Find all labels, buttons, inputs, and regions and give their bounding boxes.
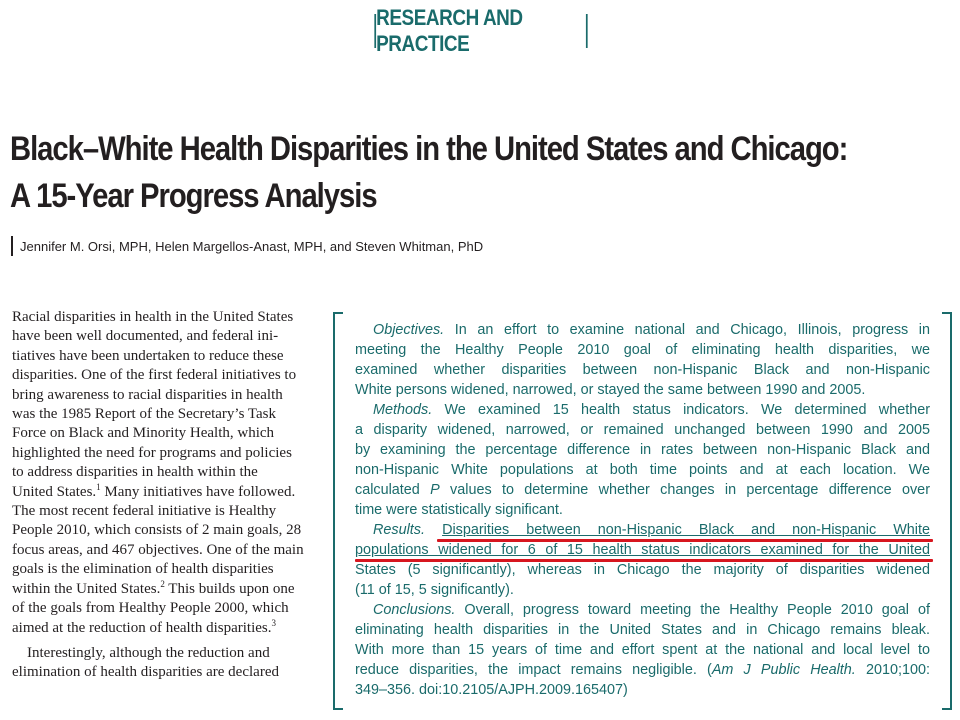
objectives-heading: Objectives.: [373, 322, 445, 338]
body-line: of the goals from Healthy People 2000, which: [12, 600, 289, 617]
article-title: [10, 126, 848, 220]
body-line: aimed at the reduction of health disparities.$^3$: [12, 617, 276, 636]
body-column: [12, 308, 312, 683]
body-line: focus areas, and 467 objectives. One of the main: [12, 541, 304, 558]
body-line: highlighted the need for programs and policies: [12, 444, 292, 461]
reference-1[interactable]: 1: [96, 481, 101, 492]
abstract-line: Objectives. In an effort to examine national and Chicago, Illinois, progress in: [373, 322, 930, 338]
abstract-box: [333, 312, 952, 710]
highlighted-finding: Disparities between non-Hispanic Black and non-Hispanic White: [442, 522, 931, 538]
body-line: United States.$^1$ Many initiatives have followed.: [12, 481, 296, 500]
body-line: bring awareness to racial disparities in health: [12, 386, 283, 403]
abstract-left-bracket: [333, 312, 343, 710]
methods-heading: Methods.: [373, 402, 433, 418]
body-line: Interestingly, although the reduction and: [27, 644, 270, 661]
abstract-line: by examining the percentage difference in rates between non-Hispanic Black and: [355, 442, 930, 458]
abstract-line: With more than 15 years of time and effort spent at the national and local level to: [355, 642, 930, 658]
conclusions-heading: Conclusions.: [373, 602, 456, 618]
abstract-line: calculated P values to determine whether changes in percentage difference over: [355, 482, 930, 498]
section-label: RESEARCH AND PRACTICE: [374, 14, 587, 48]
abstract-line: White persons widened, narrowed, or stayed the same between 1990 and 2005.: [355, 382, 866, 398]
reference-2[interactable]: 2: [160, 578, 165, 589]
body-line: goals is the elimination of health disparities: [12, 561, 274, 578]
title-line-1: Black–White Health Disparities in the United States and Chicago:: [10, 130, 848, 168]
abstract-line: 349–356. doi:10.2105/AJPH.2009.165407): [355, 682, 628, 698]
abstract-line: examined whether disparities between non-Hispanic Black and non-Hispanic: [355, 362, 930, 378]
abstract-right-bracket: [942, 312, 952, 710]
body-line: disparities. One of the first federal initiatives to: [12, 367, 297, 384]
authors-rule: [11, 236, 13, 256]
body-line: was the 1985 Report of the Secretary’s Task: [12, 406, 277, 423]
abstract-line: Methods. We examined 15 health status indicators. We determined whether: [373, 402, 930, 418]
body-line: People 2010, which consists of 2 main goals, 28: [12, 522, 302, 539]
abstract-line: time were statistically significant.: [355, 502, 563, 518]
body-line: within the United States.$^2$ This builds upon one: [12, 578, 295, 597]
abstract-line: a disparity widened, narrowed, or remained unchanged between 1990 and 2005: [355, 422, 930, 438]
red-underline-1: [437, 539, 933, 542]
abstract-line: [355, 540, 930, 560]
abstract-line: (11 of 15, 5 significantly).: [355, 582, 514, 598]
body-line: have been well documented, and federal ini-: [12, 328, 279, 345]
abstract-line: [355, 520, 930, 540]
body-line: Racial disparities in health in the United States: [12, 309, 294, 325]
red-underline-2: [355, 559, 933, 562]
highlighted-finding: populations widened for 6 of 15 health status indicators examined for the United: [355, 542, 930, 558]
abstract-line: eliminating health disparities in the United States and in Chicago remains bleak.: [355, 622, 930, 638]
author-list: Jennifer M. Orsi, MPH, Helen Margellos-Anast, MPH, and Steven Whitman, PhD: [20, 239, 484, 254]
body-line: tiatives have been undertaken to reduce these: [12, 347, 284, 364]
abstract-line: non-Hispanic White populations at both time points and at each location. We: [355, 462, 930, 478]
body-line: to address disparities in health within the: [12, 464, 258, 481]
title-line-2: A 15-Year Progress Analysis: [10, 177, 377, 215]
abstract-text: [355, 320, 930, 700]
abstract-line: States (5 significantly), whereas in Chicago the majority of disparities widened: [355, 562, 930, 578]
reference-3[interactable]: 3: [271, 617, 276, 628]
abstract-line: Conclusions. Overall, progress toward meeting the Healthy People 2010 goal of: [373, 602, 930, 618]
body-line: Force on Black and Minority Health, which: [12, 425, 275, 442]
body-line: elimination of health disparities are declared: [12, 664, 279, 681]
abstract-line: meeting the Healthy People 2010 goal of eliminating health disparities, we: [355, 342, 930, 358]
body-line: The most recent federal initiative is Healthy: [12, 503, 277, 520]
results-heading: Results.: [373, 522, 425, 538]
abstract-line: reduce disparities, the impact remains negligible. (Am J Public Health. 2010;100:: [355, 662, 930, 678]
